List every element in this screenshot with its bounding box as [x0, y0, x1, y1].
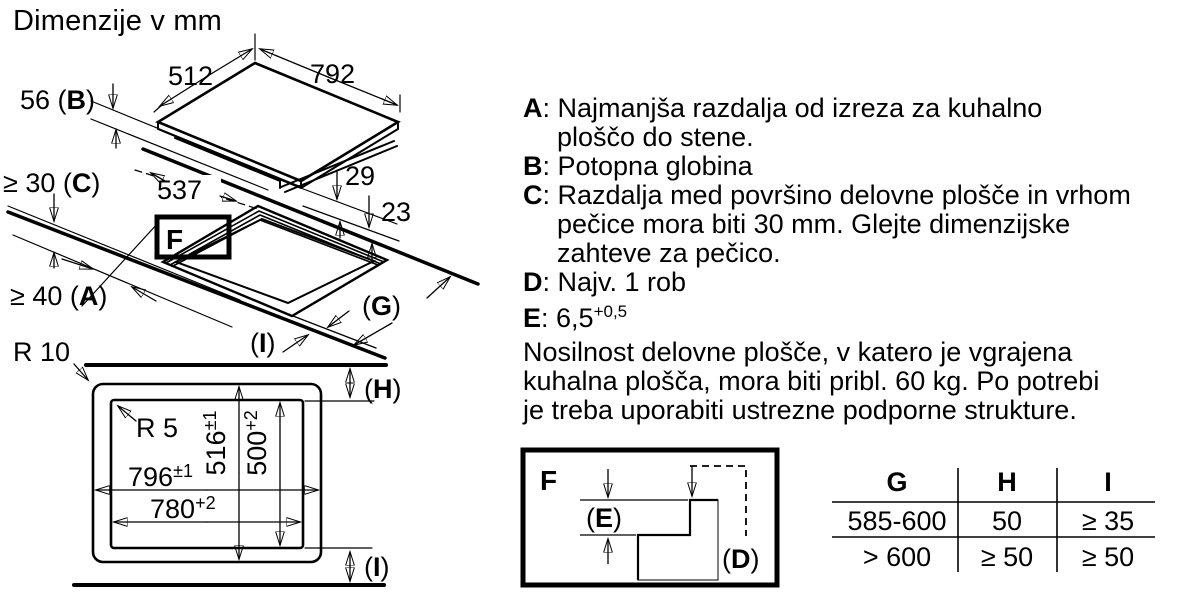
note-line: Nosilnost delovne plošče, v katero je vgrajena [523, 337, 1073, 367]
legend-line: E: $6,5^{+0,5}$ [523, 302, 628, 333]
dim-780-label: $780^{+2}$ [150, 493, 216, 524]
legend-line: pečice mora biti 30 mm. Glejte dimenzijske [557, 209, 1071, 239]
table-cell: 585-600 [847, 506, 947, 536]
load-capacity-note [523, 338, 1143, 425]
dim-d-label: (D) [722, 544, 760, 574]
worktop-section-profile [638, 500, 718, 580]
r5-label: R 5 [136, 413, 179, 443]
reference-line [91, 101, 299, 186]
table-cell: ≥ 35 [1081, 506, 1135, 536]
dim-23-label: 23 [381, 197, 412, 227]
dim-500-label: $500^{+2}$ [241, 410, 272, 476]
dim-i2-label: (I) [364, 552, 390, 582]
dim-i-arrow [283, 335, 308, 352]
legend-line: D: Najv. 1 rob [523, 267, 687, 297]
dim-i-arrow [328, 311, 349, 327]
cutout-front-view [13, 337, 402, 585]
r10-label: R 10 [13, 337, 71, 367]
legend-line: ploščo do stene. [557, 122, 754, 152]
dim-796-label: $796^{\pm 1}$ [128, 461, 193, 492]
dim-516-label: $516^{\pm 1}$ [200, 410, 231, 476]
worktop-cutout-isometric [3, 149, 478, 358]
dim-537-arrow [220, 196, 236, 201]
hob-base-edge [285, 146, 397, 192]
table-cell: 50 [991, 506, 1023, 536]
cutout-outer-edge [163, 206, 387, 316]
dim-a-label: ≥ 40 (A) [10, 281, 108, 311]
legend-line: B: Potopna globina [523, 151, 753, 181]
detail-f-marker-label: F [166, 224, 184, 255]
dim-i-label: (I) [250, 328, 276, 358]
dim-g-arrow [354, 323, 392, 345]
dim-g-arrow [427, 277, 450, 298]
page-title: Dimenzije v mm [13, 5, 223, 37]
dim-b-label: 56 (B) [20, 85, 96, 115]
dim-792-label: 792 [310, 59, 356, 89]
dim-a-arrow [62, 259, 93, 269]
table-cell: ≥ 50 [1081, 542, 1135, 572]
detail-f-view [523, 450, 777, 585]
legend-line: C: Razdalja med površino delovne plošče in vrhom [523, 180, 1131, 210]
note-line: kuhalna plošča, mora biti pribl. 60 kg. Po potrebi [523, 366, 1100, 396]
table-cell: ≥ 50 [980, 542, 1034, 572]
r5-leader [118, 406, 136, 421]
dim-c-label: ≥ 30 (C) [3, 168, 101, 198]
detail-f-title: F [540, 465, 558, 496]
dim-29-label: 29 [345, 161, 376, 191]
legend-line: A: Najmanjša razdalja od izreza za kuhalno [523, 93, 1043, 123]
table-header-i: I [1104, 467, 1112, 497]
dim-h-label: (H) [364, 374, 402, 404]
note-line: je treba uporabiti ustrezne podporne strukture. [523, 395, 1077, 425]
table-cell: > 600 [862, 542, 932, 572]
legend-list [523, 93, 1131, 333]
table-header-h: H [997, 467, 1017, 497]
dim-512-label: 512 [168, 61, 214, 91]
table-header-g: G [886, 467, 908, 497]
worktop-section-hatch [638, 500, 718, 580]
legend-line: zahteve za pečico. [557, 238, 781, 268]
dim-e-label: (E) [586, 503, 623, 533]
dim-537-label: 537 [157, 175, 203, 205]
dim-g-label: (G) [362, 291, 402, 321]
ghi-table [832, 467, 1155, 572]
